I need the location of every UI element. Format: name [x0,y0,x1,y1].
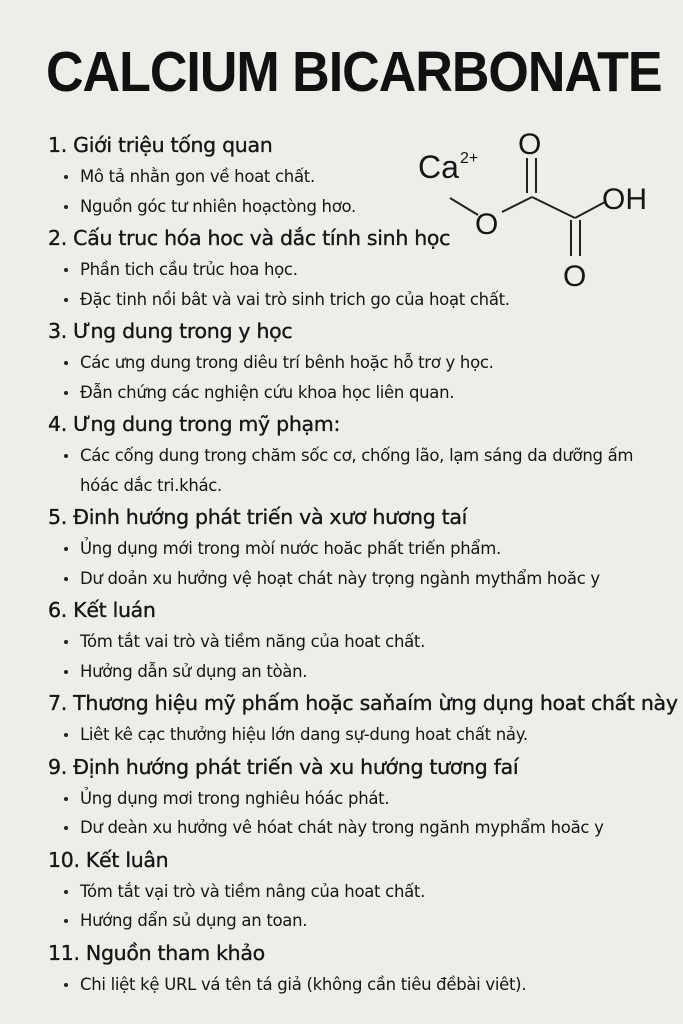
bullet-item: Dư doản xu hưởng vệ hoạt chát này trọng ngành mythẩm hoăc y [48,564,668,594]
section-heading: 5. Đinh hướng phát triến và xươ hương taí [48,505,468,529]
bullet-item: Các ưng dung trong diêu trí bênh hoặc hỗ trơ y học. [48,348,668,378]
bullet-list [48,348,668,407]
bullet-list [48,970,668,1000]
section-heading: 10. Kết luân [48,847,169,872]
bullet-item: Ủng dụng mới trong mòí nước hoăc phất triến phẩm. [48,534,668,564]
bullet-list [48,877,668,936]
bullet-item: Phần tich cầu trủc hoa học. [48,255,668,285]
bullet-item: Hưởng dẫn sử dụng an tòàn. [48,657,668,687]
section [48,221,668,314]
bullet-item: Ủng dụng mơi trong nghiêu hóác phát. [48,784,668,814]
oxygen-label: O [475,208,499,241]
section-heading: 3. Ưng dung trong y học [48,319,293,343]
bullet-item: Mô tả nhằn gon về hoat chất. [48,162,668,192]
bullet-list [48,784,668,843]
section [48,843,668,936]
bullet-item: Các cống dung trong chăm sốc cơ, chống lão, lạm sáng da dưỡng ấm hóác dắc tri.khác. [48,441,668,500]
oxygen-label: O [518,128,542,161]
document-title: CALCIUM BICARBONATE [46,41,662,104]
oxygen-label: O [563,260,587,293]
bullet-list [48,162,668,221]
section-heading: 11. Nguồn tham khảo [48,940,265,965]
bullet-item: Đặc tinh nồi bât và vai trò sinh trich go của hoạt chất. [48,285,668,315]
section-heading: 4. Ưng dung trong mỹ phạm: [48,412,341,436]
bullet-item: Hướng dẩn sủ dụng an toan. [48,906,668,936]
bullet-list [48,534,668,593]
section-heading: 1. Giới triệu tống quan [48,133,273,157]
section [48,314,668,407]
bullet-list [48,627,668,686]
calcium-symbol: Ca [418,149,459,185]
bullet-list [48,255,668,314]
section-heading: 7. Thương hiệu mỹ phấm hoặc saňaím ừng dụng hoat chất này [48,691,678,715]
bullet-list [48,441,668,500]
bullet-item: Liêt kê cạc thưởng hiệu lớn dang sự-dung hoat chất nảy. [48,720,668,750]
bullet-item: Nguồn góc tư nhiên hoạctòng hơo. [48,192,668,222]
section-heading: 2. Cấu truc hóa hoc và dắc tính sinh học [48,226,451,250]
section [48,128,668,221]
section [48,500,668,593]
hydroxyl-label: OH [602,183,647,216]
section-heading: 9. Định hướng phát triến và xu hướng tương faí [48,754,519,779]
bullet-item: Dư deàn xu hưởng vê hóat chát này trong ngănh myphẩm hoăc y [48,813,668,843]
bullet-item: Tóm tắt vại trò và tiềm nâng của hoat chất. [48,877,668,907]
section [48,593,668,686]
section [48,686,678,750]
document-outline [48,128,678,999]
bullet-item: Chi liệt kệ URL vá tên tá giả (không cần tiêu đềbài viêt). [48,970,668,1000]
section-heading: 6. Kết luán [48,598,156,622]
bullet-item: Tóm tắt vai trò và tiềm năng của hoat chất. [48,627,668,657]
calcium-charge: 2+ [460,150,479,167]
section [48,750,668,843]
bullet-list [48,720,668,750]
section [48,407,668,500]
bullet-item: Đẫn chứng các nghiện cứu khoa học liên quan. [48,378,668,408]
section [48,936,668,1000]
